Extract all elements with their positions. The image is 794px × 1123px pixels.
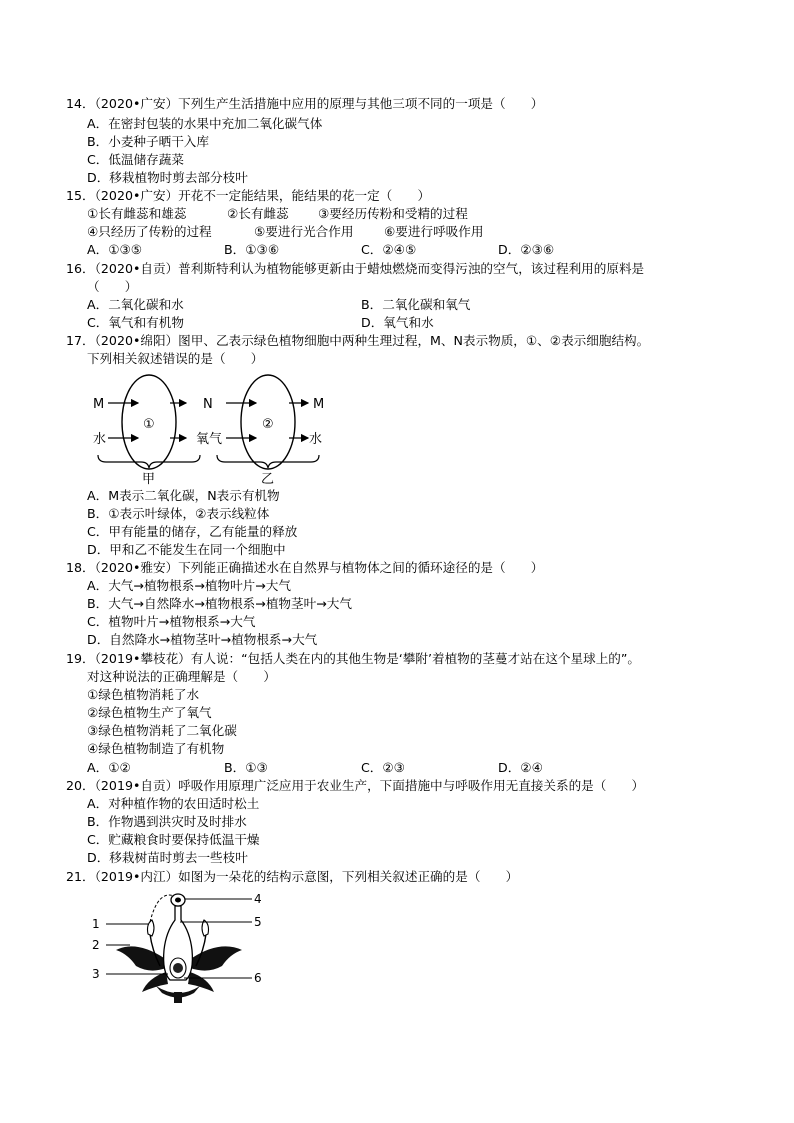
diagram-label-m-out: M (313, 397, 325, 412)
q15-option-c: C．②④⑤ (361, 242, 417, 257)
q17-option-c: C．甲有能量的储存，乙有能量的释放 (87, 524, 298, 539)
q18-option-d: D．自然降水→植物茎叶→植物根系→大气 (87, 632, 318, 647)
diagram-cell-1: ① (143, 417, 155, 432)
flower-label-3: 3 (92, 967, 100, 981)
flower-label-4: 4 (254, 892, 262, 906)
q15-statement-5: ⑤要进行光合作用 (254, 224, 354, 239)
q19-option-c: C．②③ (361, 760, 405, 775)
q20-option-d: D．移栽树苗时剪去一些枝叶 (87, 850, 248, 865)
q15-statement-6: ⑥要进行呼吸作用 (384, 224, 484, 239)
q19-option-b: B．①③ (224, 760, 268, 775)
q18-option-b: B．大气→自然降水→植物根系→植物茎叶→大气 (87, 596, 352, 611)
q21-stem: 21．（2019•内江）如图为一朵花的结构示意图，下列相关叙述正确的是（ ） (66, 869, 519, 884)
q19-statement-3: ③绿色植物消耗了二氧化碳 (87, 723, 237, 738)
diagram-cell-2: ② (262, 417, 274, 432)
q16-option-b: B．二氧化碳和氧气 (361, 297, 471, 312)
q17-option-a: A．M表示二氧化碳，N表示有机物 (87, 488, 280, 503)
q20-option-c: C．贮藏粮食时要保持低温干燥 (87, 832, 260, 847)
q17-option-d: D．甲和乙不能发生在同一个细胞中 (87, 542, 286, 557)
q19-option-a: A．①② (87, 760, 131, 775)
q19-stem: 19．（2019•攀枝花）有人说：“包括人类在内的其他生物是‘攀附’着植物的茎蔓才站在这个星球上的”。 (66, 651, 641, 666)
q15-statement-2: ②长有雌蕊 (227, 206, 289, 221)
diagram-label-n: N (203, 397, 213, 412)
diagram-label-m-in: M (93, 397, 105, 412)
q19-stem-cont: 对这种说法的正确理解是（ ） (87, 669, 276, 684)
q18-option-a: A．大气→植物根系→植物叶片→大气 (87, 578, 291, 593)
q16-option-d: D．氧气和水 (361, 315, 434, 330)
q17-option-b: B．①表示叶绿体，②表示线粒体 (87, 506, 270, 521)
flower-label-2: 2 (92, 938, 100, 952)
diagram-label-yi: 乙 (261, 472, 275, 487)
diagram-label-oxygen: 氧气 (196, 432, 223, 447)
q14-option-d: D．移栽植物时剪去部分枝叶 (87, 170, 248, 185)
q17-stem: 17．（2020•绵阳）图甲、乙表示绿色植物细胞中两种生理过程，M、N表示物质，①、②表示细胞结构。 (66, 333, 650, 348)
flower-label-5: 5 (254, 915, 262, 929)
q14-option-a: A．在密封包装的水果中充加二氧化碳气体 (87, 116, 323, 131)
flower-label-6: 6 (254, 971, 262, 985)
q17-stem-cont: 下列相关叙述错误的是（ ） (87, 351, 264, 366)
diagram-label-water-in: 水 (93, 432, 107, 447)
flower-label-1: 1 (92, 917, 100, 931)
q15-stem: 15．（2020•广安）开花不一定能结果，能结果的花一定（ ） (66, 188, 431, 203)
q14-stem: 14．（2020•广安）下列生产生活措施中应用的原理与其他三项不同的一项是（ ） (66, 96, 544, 111)
q16-option-a: A．二氧化碳和水 (87, 297, 184, 312)
diagram-label-jia: 甲 (142, 472, 156, 487)
q19-statement-2: ②绿色植物生产了氧气 (87, 705, 212, 720)
q15-option-d: D．②③⑥ (498, 242, 555, 257)
q21-flower-diagram (86, 888, 276, 1003)
q16-stem-cont: （ ） (87, 279, 138, 294)
q14-option-c: C．低温储存蔬菜 (87, 152, 184, 167)
q20-stem: 20．（2019•自贡）呼吸作用原理广泛应用于农业生产，下面措施中与呼吸作用无直接关系的是（ ） (66, 778, 645, 793)
q15-option-b: B．①③⑥ (224, 242, 280, 257)
q15-statement-1: ①长有雌蕊和雄蕊 (87, 206, 187, 221)
q18-option-c: C．植物叶片→植物根系→大气 (87, 614, 256, 629)
q19-statement-1: ①绿色植物消耗了水 (87, 687, 200, 702)
q16-option-c: C．氧气和有机物 (87, 315, 184, 330)
q16-stem: 16．（2020•自贡）普利斯特利认为植物能够更新由于蜡烛燃烧而变得污浊的空气，该过程利用的原料是 (66, 261, 645, 276)
q15-option-a: A．①③⑤ (87, 242, 143, 257)
q17-diagram (86, 370, 346, 490)
q15-statement-4: ④只经历了传粉的过程 (87, 224, 212, 239)
q20-option-a: A．对种植作物的农田适时松土 (87, 796, 260, 811)
diagram-label-water-out: 水 (309, 432, 323, 447)
q15-statement-3: ③要经历传粉和受精的过程 (318, 206, 468, 221)
q19-option-d: D．②④ (498, 760, 543, 775)
q20-option-b: B．作物遇到洪灾时及时排水 (87, 814, 247, 829)
q19-statement-4: ④绿色植物制造了有机物 (87, 741, 225, 756)
q14-option-b: B．小麦种子晒干入库 (87, 134, 209, 149)
q18-stem: 18．（2020•雅安）下列能正确描述水在自然界与植物体之间的循环途径的是（ ） (66, 560, 544, 575)
